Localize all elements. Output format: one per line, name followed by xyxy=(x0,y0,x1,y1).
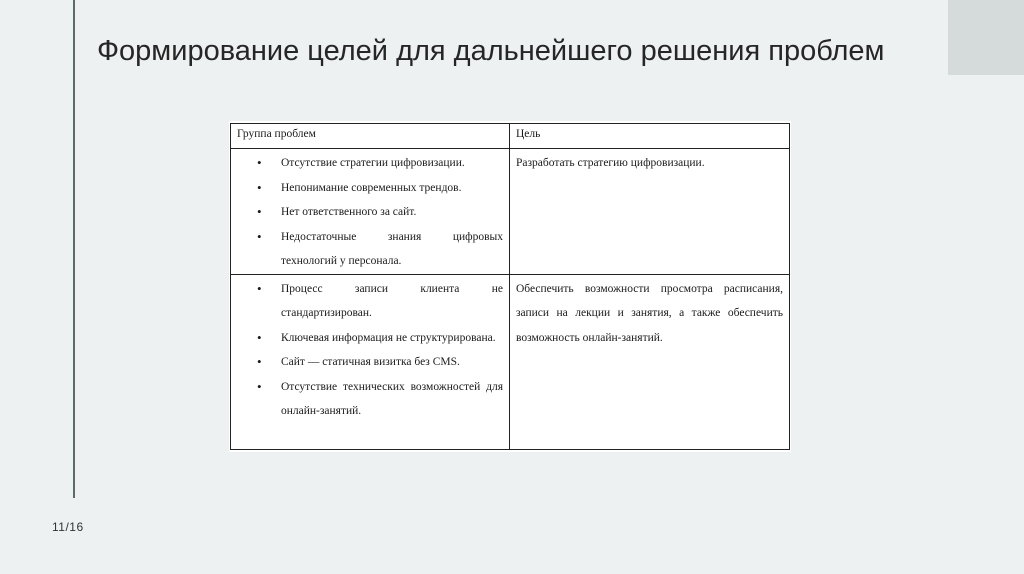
list-item: • Нет ответственного за сайт. xyxy=(237,200,503,225)
list-item: • Недостаточные знания цифровых технологий у персонала. xyxy=(237,225,503,274)
list-item: • Отсутствие стратегии цифровизации. xyxy=(237,151,503,176)
goal-cell xyxy=(510,274,790,449)
document-table-image xyxy=(229,121,791,452)
list-item: • Сайт — статичная визитка без CMS. xyxy=(237,350,503,375)
table-row xyxy=(231,149,790,275)
problem-list xyxy=(237,151,503,274)
table-row xyxy=(231,274,790,449)
goal-text: Обеспечить возможности просмотра расписания, записи на лекции и занятия, а также обеспечить возможность онлайн-занятий. xyxy=(516,282,783,344)
slide-title: Формирование целей для дальнейшего решения проблем xyxy=(97,35,885,67)
list-item: • Непонимание современных трендов. xyxy=(237,176,503,201)
problems-goals-table xyxy=(230,123,790,450)
header-problem-group: Группа проблем xyxy=(231,124,510,149)
corner-decoration xyxy=(948,0,1024,75)
header-goal: Цель xyxy=(510,124,790,149)
list-item: • Процесс записи клиента не стандартизирован. xyxy=(237,277,503,326)
problem-cell xyxy=(231,149,510,275)
goal-text: Разработать стратегию цифровизации. xyxy=(516,157,705,169)
goal-cell xyxy=(510,149,790,275)
list-item: • Ключевая информация не структурирована. xyxy=(237,326,503,351)
page-indicator: 11/16 xyxy=(52,520,84,534)
problem-cell xyxy=(231,274,510,449)
list-item: • Отсутствие технических возможностей для онлайн-занятий. xyxy=(237,375,503,424)
vertical-divider-line xyxy=(73,0,75,498)
table-header-row xyxy=(231,124,790,149)
problem-list xyxy=(237,277,503,424)
